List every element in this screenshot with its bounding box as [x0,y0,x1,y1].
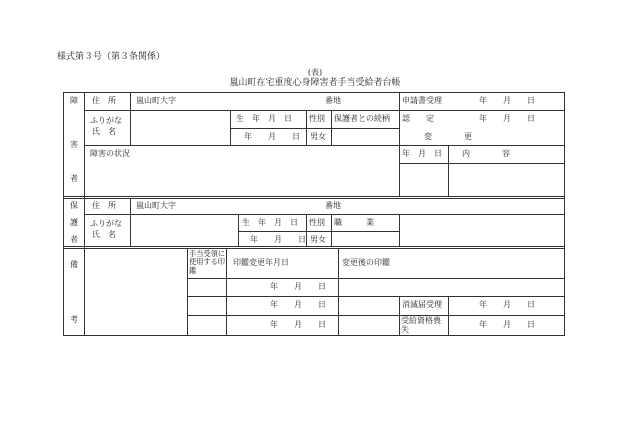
applicant-dob-label: 生 年 月 日 [236,114,292,123]
guardian-address-value: 嵐山町大字 [136,201,176,210]
guardian-dob-value: 年 月 日 [250,235,306,244]
guardian-dob-label: 生 年 月 日 [242,218,298,227]
applicant-dob-value: 年 月 日 [244,132,300,141]
seal-after-change-label: 変更後の印鑑 [342,258,390,267]
seal-label: 手当受領に使用する印鑑 [189,249,225,275]
application-received-date: 年 月 日 [479,96,535,105]
guardian-sex-label: 性別 [309,218,325,227]
seal-change-date-label: 印鑑変更年月日 [233,258,289,267]
remarks-group-char-2: 考 [70,315,78,324]
extinction-notice-label: 消滅届受理 [402,300,442,309]
guardian-sex-options: 男女 [310,235,326,244]
applicant-sex-label: 性別 [309,114,325,123]
seal-change-date-3: 年 月 日 [270,320,326,329]
seal-change-date-1: 年 月 日 [270,282,326,291]
seal-change-date-2: 年 月 日 [270,300,326,309]
remarks-group-char-1: 備 [70,260,78,269]
applicant-name-label: 氏 名 [92,127,116,136]
guardian-occupation-label: 職 業 [334,218,374,227]
applicant-disability-status: 障害の状況 [90,149,130,158]
guardian-banchi: 番地 [325,201,341,210]
change-content-header: 内 容 [462,149,510,158]
change-date-header: 年 月 日 [402,149,442,158]
eligibility-loss-date: 年 月 日 [479,320,535,329]
guardian-furigana: ふりがな [90,219,122,228]
eligibility-loss-label: 受給資格喪失 [401,316,441,335]
form-number: 様式第３号（第３条関係） [57,52,166,62]
applicant-sex-options: 男女 [310,132,326,141]
guardian-name-label: 氏 名 [92,230,116,239]
guardian-group-char-2: 護 [70,218,78,227]
applicant-furigana: ふりがな [90,116,122,125]
applicant-group-char-1: 障 [70,96,78,105]
page-title: 嵐山町在宅重度心身障害者手当受給者台帳 [229,78,401,88]
extinction-notice-date: 年 月 日 [479,300,535,309]
certification-date: 年 月 日 [479,114,535,123]
applicant-relation-label: 保護者との続柄 [334,114,390,123]
application-received-label: 申請書受理 [402,96,442,105]
applicant-address-value: 嵐山町大字 [136,96,176,105]
applicant-address-label: 住 所 [92,96,116,105]
applicant-banchi: 番地 [325,96,341,105]
certification-label: 認 定 [402,114,434,123]
change-label: 変 更 [424,132,472,141]
guardian-group-char-3: 者 [70,235,78,244]
guardian-group-char-1: 保 [70,201,78,210]
applicant-group-char-2: 害 [70,140,78,149]
guardian-address-label: 住 所 [92,201,116,210]
front-label: (表) [307,68,323,77]
applicant-group-char-3: 者 [70,174,78,183]
